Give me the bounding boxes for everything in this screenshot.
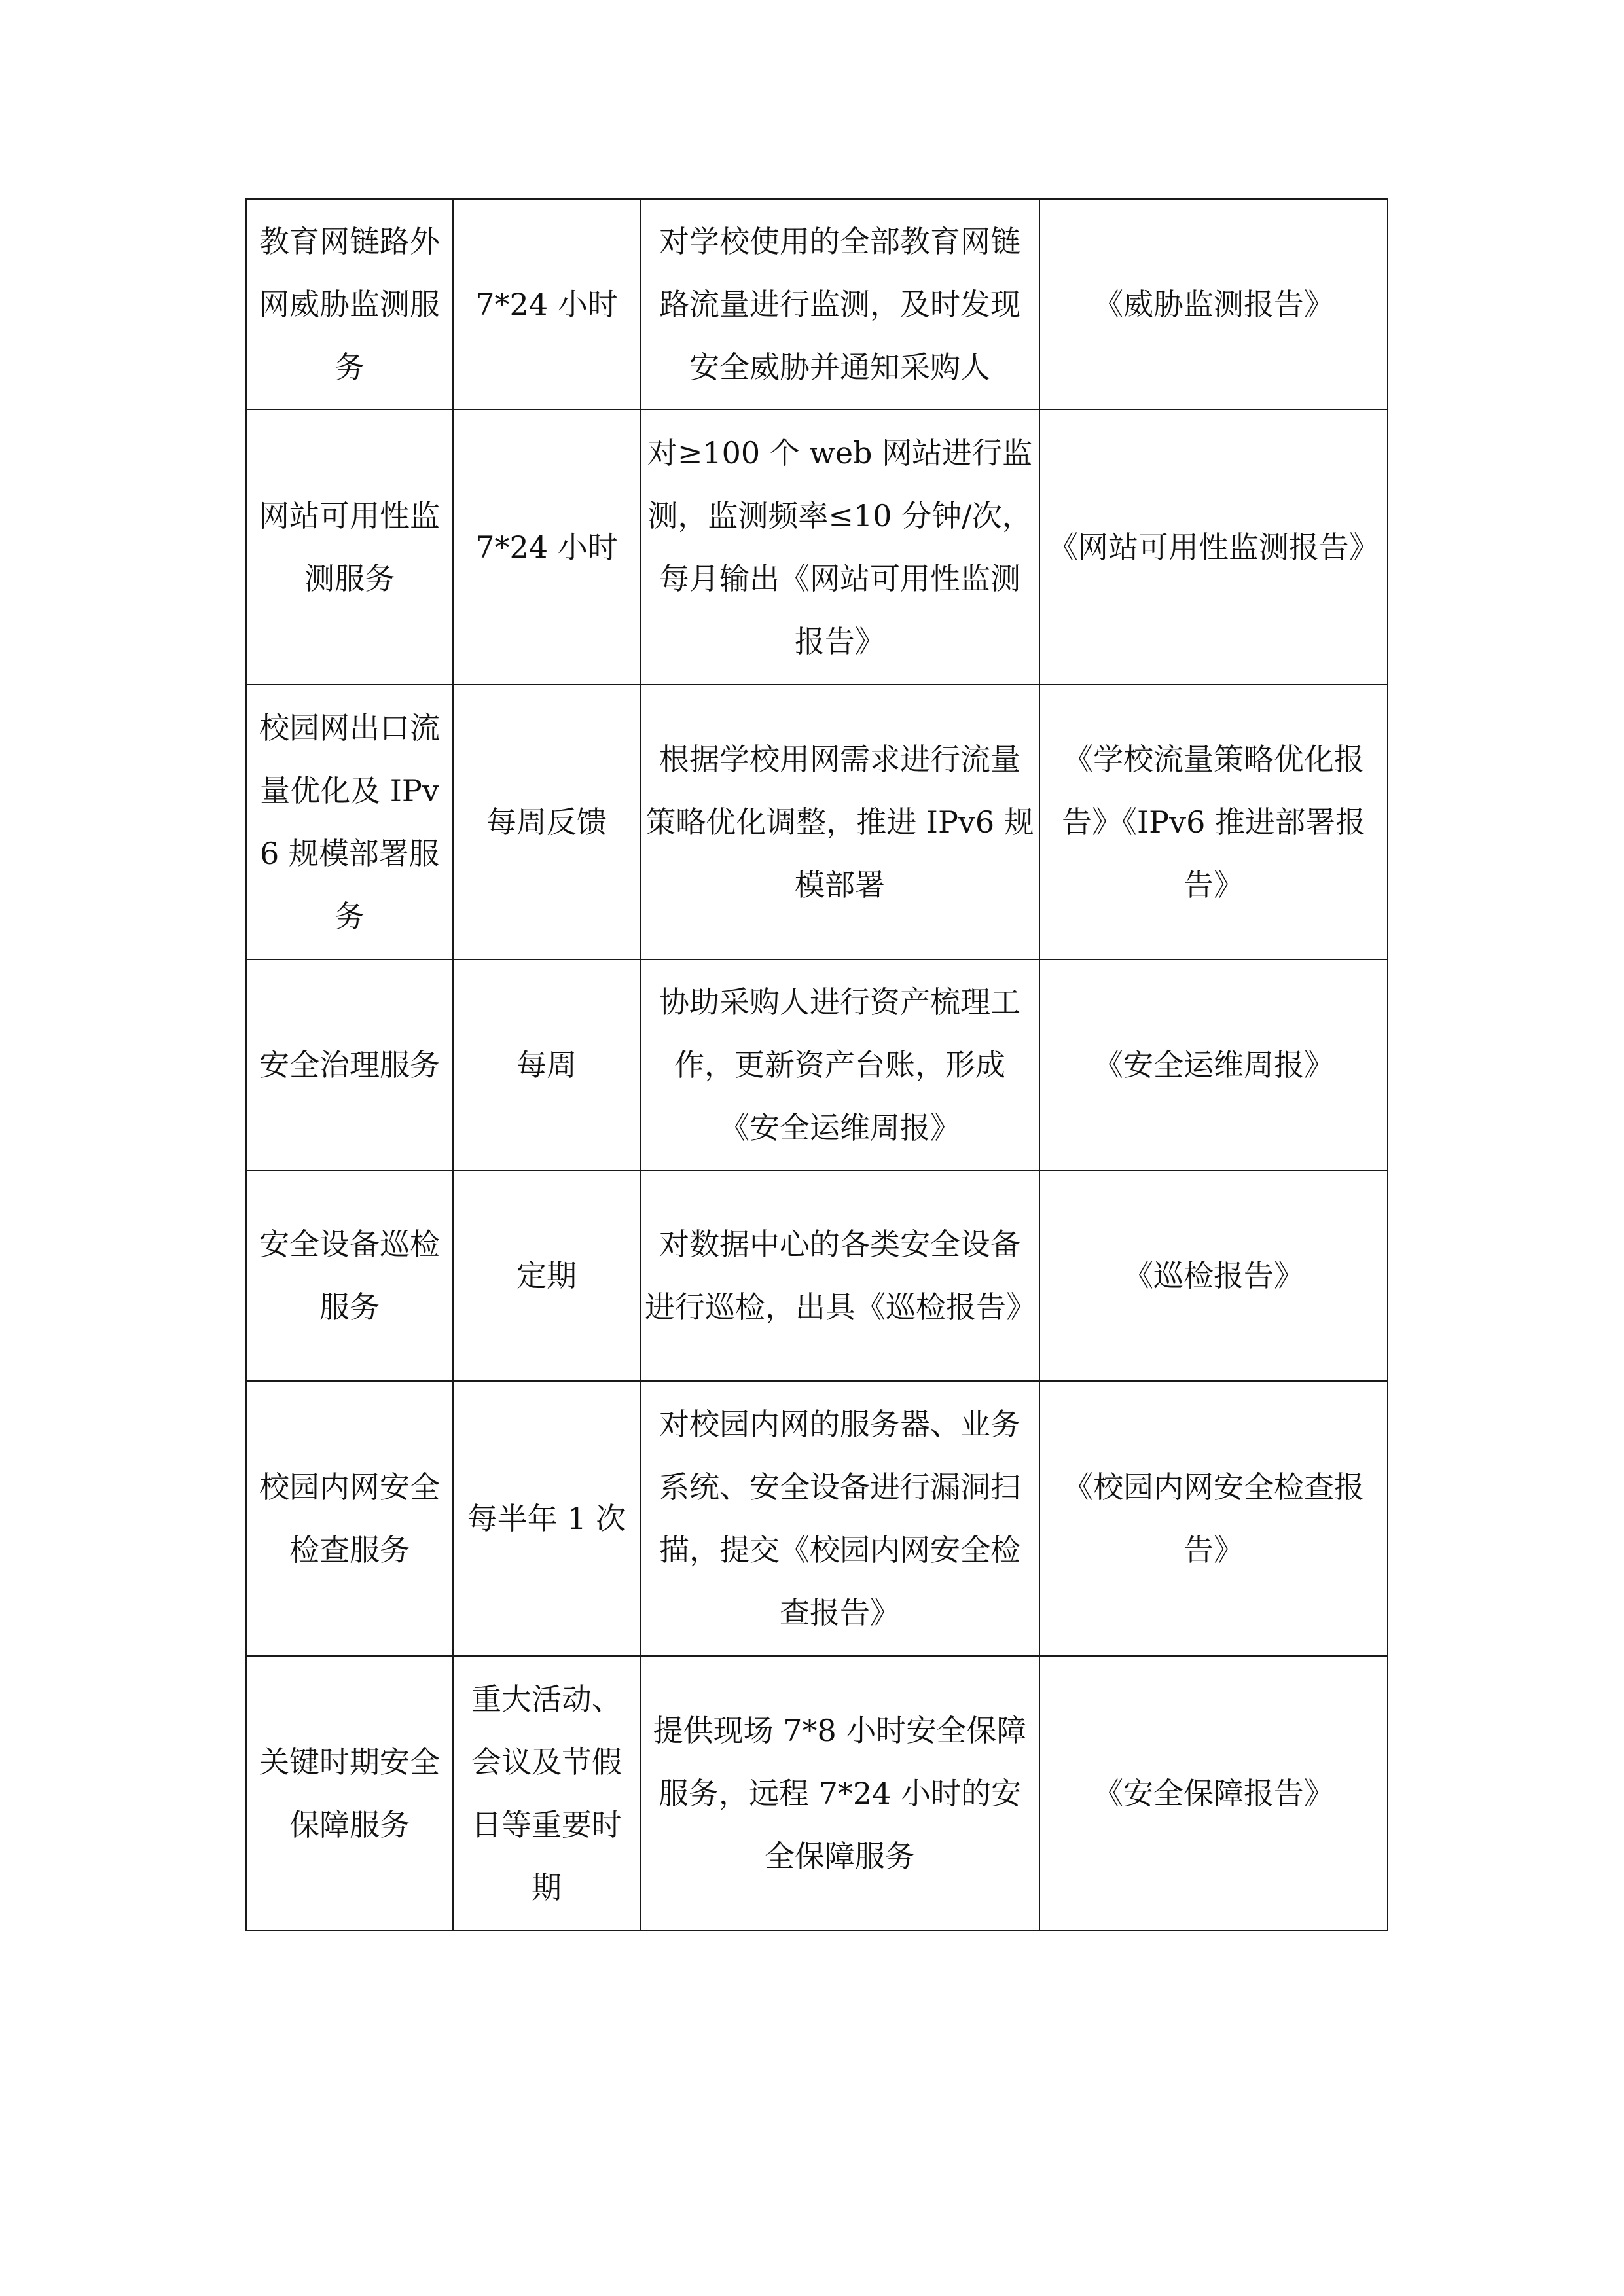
deliverable-cell: 《安全运维周报》 <box>1039 960 1388 1170</box>
service-name-cell: 关键时期安全保障服务 <box>246 1656 453 1931</box>
deliverable-cell: 《安全保障报告》 <box>1039 1656 1388 1931</box>
content-cell: 对校园内网的服务器、业务系统、安全设备进行漏洞扫描，提交《校园内网安全检查报告》 <box>640 1381 1039 1656</box>
content-cell: 对数据中心的各类安全设备进行巡检，出具《巡检报告》 <box>640 1170 1039 1381</box>
frequency-cell: 重大活动、会议及节假日等重要时期 <box>453 1656 640 1931</box>
deliverable-cell: 《巡检报告》 <box>1039 1170 1388 1381</box>
table-row <box>246 410 1388 685</box>
content-cell: 根据学校用网需求进行流量策略优化调整，推进 IPv6 规模部署 <box>640 685 1039 960</box>
frequency-cell: 每周反馈 <box>453 685 640 960</box>
table-row <box>246 685 1388 960</box>
service-name-cell: 安全设备巡检服务 <box>246 1170 453 1381</box>
deliverable-cell: 《校园内网安全检查报告》 <box>1039 1381 1388 1656</box>
table-row <box>246 960 1388 1170</box>
content-cell: 协助采购人进行资产梳理工作，更新资产台账，形成《安全运维周报》 <box>640 960 1039 1170</box>
frequency-cell: 每半年 1 次 <box>453 1381 640 1656</box>
table-row <box>246 1170 1388 1381</box>
deliverable-cell: 《威胁监测报告》 <box>1039 199 1388 410</box>
deliverable-cell: 《网站可用性监测报告》 <box>1039 410 1388 685</box>
table-row <box>246 1381 1388 1656</box>
frequency-cell: 7*24 小时 <box>453 410 640 685</box>
service-name-cell: 教育网链路外网威胁监测服务 <box>246 199 453 410</box>
service-name-cell: 校园内网安全检查服务 <box>246 1381 453 1656</box>
content-cell: 提供现场 7*8 小时安全保障服务，远程 7*24 小时的安全保障服务 <box>640 1656 1039 1931</box>
frequency-cell: 定期 <box>453 1170 640 1381</box>
table-row <box>246 199 1388 410</box>
service-table <box>245 198 1388 1931</box>
service-name-cell: 校园网出口流量优化及 IPv6 规模部署服务 <box>246 685 453 960</box>
table-row <box>246 1656 1388 1931</box>
service-name-cell: 网站可用性监测服务 <box>246 410 453 685</box>
content-cell: 对学校使用的全部教育网链路流量进行监测，及时发现安全威胁并通知采购人 <box>640 199 1039 410</box>
frequency-cell: 7*24 小时 <box>453 199 640 410</box>
service-name-cell: 安全治理服务 <box>246 960 453 1170</box>
content-cell: 对≥100 个 web 网站进行监测，监测频率≤10 分钟/次，每月输出《网站可用性监测报告》 <box>640 410 1039 685</box>
deliverable-cell: 《学校流量策略优化报告》《IPv6 推进部署报告》 <box>1039 685 1388 960</box>
frequency-cell: 每周 <box>453 960 640 1170</box>
